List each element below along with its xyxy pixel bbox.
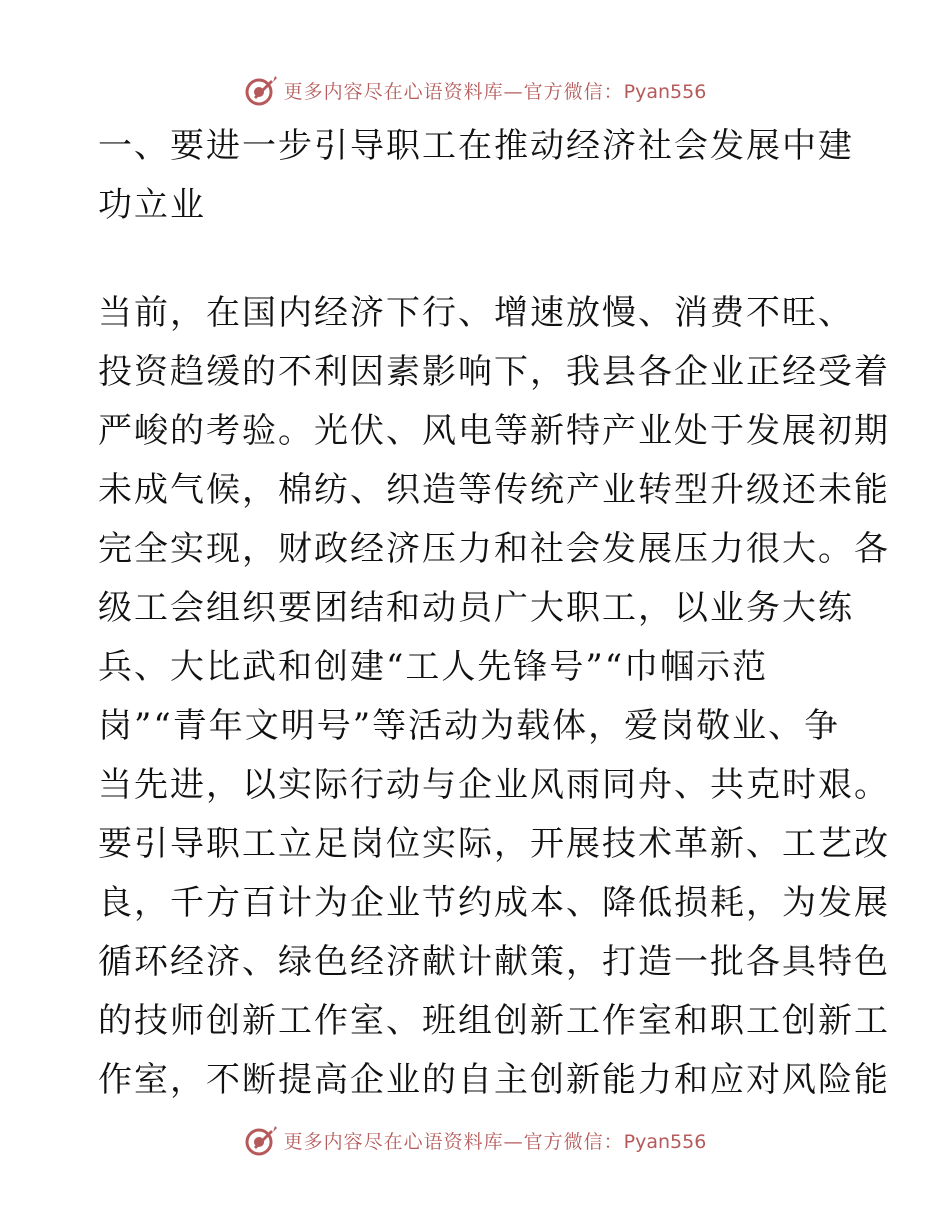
watermark-wechat-id: Pyan556: [623, 1130, 707, 1153]
body-line: 作室，不断提高企业的自主创新能力和应对风险能: [98, 1060, 890, 1100]
watermark-brand: 更多内容尽在心语资料库—官方微信：: [283, 80, 624, 103]
body-line: 循环经济、绿色经济献计献策，打造一批各具特色: [98, 942, 890, 982]
document-body: [98, 117, 890, 1110]
body-line: 当前，在国内经济下行、增速放慢、消费不旺、: [98, 293, 854, 333]
quill-pen-seal-icon: [244, 73, 278, 107]
quill-pen-seal-icon: [244, 1123, 278, 1157]
body-line: 岗”“青年文明号”等活动为载体，爱岗敬业、争: [98, 706, 841, 746]
header-watermark: [0, 70, 950, 110]
body-line: 严峻的考验。光伏、风电等新特产业处于发展初期: [98, 411, 890, 451]
section-heading-line-2: 功立业: [98, 185, 206, 225]
body-line: 级工会组织要团结和动员广大职工，以业务大练: [98, 588, 854, 628]
body-line: 完全实现，财政经济压力和社会发展压力很大。各: [98, 529, 890, 569]
watermark-brand: 更多内容尽在心语资料库—官方微信：: [283, 1130, 624, 1153]
paragraph-gap: [98, 235, 858, 284]
body-line: 未成气候，棉纺、织造等传统产业转型升级还未能: [98, 470, 890, 510]
watermark-wechat-id: Pyan556: [623, 80, 707, 103]
body-line: 当先进，以实际行动与企业风雨同舟、共克时艰。: [98, 765, 890, 805]
body-line: 兵、大比武和创建“工人先锋号”“巾帼示范: [98, 647, 769, 687]
section-heading-line-1: 一、要进一步引导职工在推动经济社会发展中建: [98, 126, 854, 166]
body-line: 的技师创新工作室、班组创新工作室和职工创新工: [98, 1001, 890, 1041]
watermark-text: [284, 1127, 707, 1154]
body-line: 投资趋缓的不利因素影响下，我县各企业正经受着: [98, 352, 890, 392]
body-line: 要引导职工立足岗位实际，开展技术革新、工艺改: [98, 824, 890, 864]
watermark-text: [284, 77, 707, 104]
body-line: 良，千方百计为企业节约成本、降低损耗，为发展: [98, 883, 890, 923]
footer-watermark: [0, 1120, 950, 1160]
